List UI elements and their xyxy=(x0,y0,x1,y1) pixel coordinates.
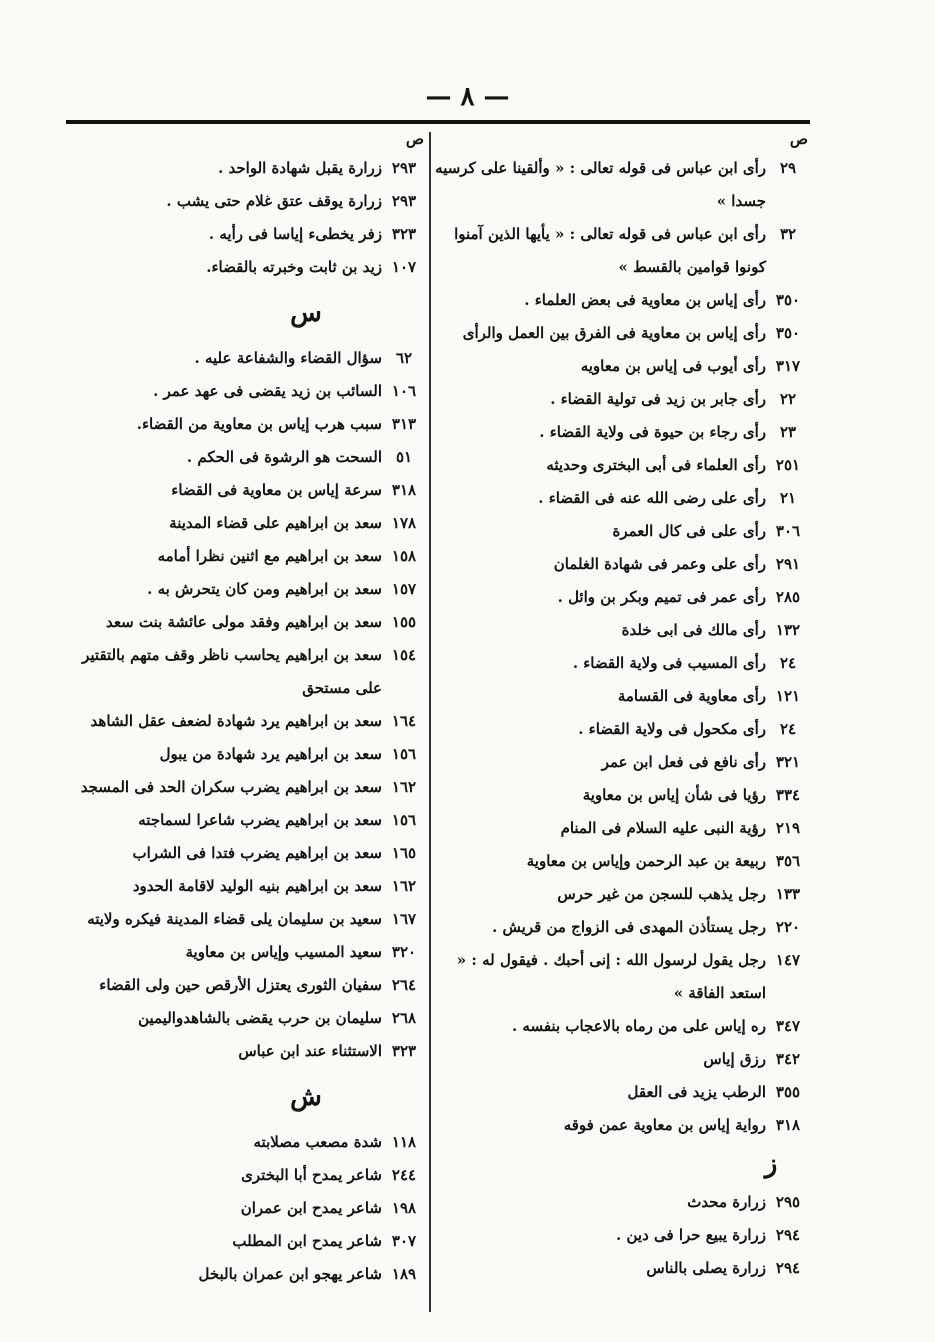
page-ref: ١٩٨ xyxy=(391,1199,417,1217)
entry-text: شدة مصعب مصلابته xyxy=(253,1133,382,1151)
index-entry xyxy=(432,383,810,416)
entry-text: زفر يخطىء إياسا فى رأيه . xyxy=(208,225,382,243)
index-entry xyxy=(66,1126,426,1159)
page-number: — ٨ — xyxy=(425,82,510,112)
page-ref: ١٦٢ xyxy=(391,778,417,796)
entry-text: رأى معاوية فى القسامة xyxy=(617,687,766,705)
left-column xyxy=(66,126,426,1291)
entry-text: سرعة إياس بن معاوية فى القضاء xyxy=(171,481,382,499)
page-ref: ٢٨٥ xyxy=(775,588,801,606)
entry-text: رزق إياس xyxy=(703,1050,766,1068)
page-ref: ١٣٢ xyxy=(775,621,801,639)
index-entry xyxy=(432,878,810,911)
page-ref: ٢٤٤ xyxy=(391,1166,417,1184)
index-entry xyxy=(66,1002,426,1035)
page-ref: ٢٦٨ xyxy=(391,1009,417,1027)
entry-text: شاعر يمدح ابن المطلب xyxy=(232,1232,382,1250)
page-ref: ٢٤ xyxy=(779,720,797,738)
page-ref: ٣٥٦ xyxy=(775,852,801,870)
index-entry xyxy=(66,375,426,408)
index-entry xyxy=(66,771,426,804)
index-entry xyxy=(66,936,426,969)
page-ref: ٢٥١ xyxy=(775,456,801,474)
right-entries-2 xyxy=(432,1186,810,1285)
entry-text: رأى إياس بن معاوية فى الفرق بين العمل والرأى xyxy=(462,324,766,342)
left-entries xyxy=(66,152,426,284)
section-letter: ش xyxy=(290,1082,322,1112)
page-ref: ١٦٧ xyxy=(391,910,417,928)
entry-text: سعد بن ابراهيم يرد شهادة لضعف عقل الشاهد xyxy=(90,712,382,730)
index-entry xyxy=(432,482,810,515)
index-entry xyxy=(66,705,426,738)
page-ref: ١٥٥ xyxy=(391,613,417,631)
page-ref: ١٦٤ xyxy=(391,712,417,730)
entry-text: شاعر يمدح أبا البخترى xyxy=(241,1166,382,1184)
page-ref: ١٤٧ xyxy=(775,951,801,969)
entry-text: رأى نافع فى فعل ابن عمر xyxy=(601,753,766,771)
index-entry xyxy=(432,680,810,713)
index-entry xyxy=(432,614,810,647)
page-ref: ٢١ xyxy=(779,489,797,507)
index-entry xyxy=(432,548,810,581)
index-entry xyxy=(432,284,810,317)
page-ref: ٣٢٣ xyxy=(391,225,417,243)
entry-text: سؤال القضاء والشفاعة عليه . xyxy=(194,349,382,367)
page-ref: ٣٥٠ xyxy=(775,291,801,309)
page-ref: ٣٥٥ xyxy=(775,1083,801,1101)
entry-text: سعد بن ابراهيم وفقد مولى عائشة بنت سعد xyxy=(106,613,382,631)
entry-text: رجل يذهب للسجن من غير حرس xyxy=(557,885,766,903)
entry-text: زرارة يوقف عتق غلام حتى يشب . xyxy=(166,192,382,210)
page-ref: ٢٢٠ xyxy=(775,918,801,936)
index-entry xyxy=(66,540,426,573)
page-ref: ٣٢٠ xyxy=(391,943,417,961)
page-ref: ٣١٣ xyxy=(391,415,417,433)
index-entry xyxy=(432,350,810,383)
entry-text: رؤية النبى عليه السلام فى المنام xyxy=(560,819,766,837)
entry-text: رأى جابر بن زيد فى تولية القضاء . xyxy=(550,390,766,408)
index-entry xyxy=(66,1192,426,1225)
entry-text: شاعر يمدح ابن عمران xyxy=(240,1199,382,1217)
index-entry xyxy=(432,713,810,746)
index-entry xyxy=(432,1109,810,1142)
page-ref: ١٦٢ xyxy=(391,877,417,895)
page-ref: ٢٩١ xyxy=(775,555,801,573)
entry-text: رجل يقول لرسول الله : إنى أحبك . فيقول له : « استعد الفاقة » xyxy=(456,951,766,1002)
entry-text: زرارة يبيع حرا فى دين . xyxy=(616,1226,766,1244)
index-entry xyxy=(432,812,810,845)
page-ref: ٣٤٧ xyxy=(775,1017,801,1035)
page-ref: ٢٩٤ xyxy=(775,1259,801,1277)
index-entry xyxy=(66,573,426,606)
left-entries-2 xyxy=(66,342,426,1068)
entry-text: سعد بن ابراهيم يضرب شاعرا لسماجته xyxy=(138,811,382,829)
page-ref: ٢٣ xyxy=(779,423,797,441)
index-entry xyxy=(66,152,426,185)
index-entry xyxy=(432,1043,810,1076)
page-ref: ١٥٨ xyxy=(391,547,417,565)
entry-text: رجل يستأذن المهدى فى الزواج من قريش . xyxy=(492,918,766,936)
entry-text: رأى على وعمر فى شهادة الغلمان xyxy=(553,555,766,573)
entry-text: سعد بن ابراهيم يحاسب ناظر وقف متهم بالتقتير على مستحق xyxy=(82,646,382,697)
index-entry xyxy=(432,746,810,779)
page-ref: ١٠٧ xyxy=(391,258,417,276)
page-ref: ٣٠٦ xyxy=(775,522,801,540)
index-entry xyxy=(66,474,426,507)
page-ref: ١٥٦ xyxy=(391,811,417,829)
index-entry xyxy=(432,1186,810,1219)
index-entry xyxy=(66,507,426,540)
index-entry xyxy=(66,738,426,771)
entry-text: رأى المسيب فى ولاية القضاء . xyxy=(572,654,766,672)
index-entry xyxy=(432,1252,810,1285)
entry-text: ره إياس على من رماه بالاعجاب بنفسه . xyxy=(511,1017,766,1035)
index-entry xyxy=(432,944,810,1010)
entry-text: رأى عمر فى تميم وبكر بن وائل . xyxy=(557,588,766,606)
index-entry xyxy=(432,1076,810,1109)
page-ref: ٢٩٤ xyxy=(775,1226,801,1244)
entry-text: السائب بن زيد يقضى فى عهد عمر . xyxy=(153,382,382,400)
index-entry xyxy=(66,804,426,837)
page-ref: ٣٢٣ xyxy=(391,1042,417,1060)
entry-text: ربيعة بن عبد الرحمن وإياس بن معاوية xyxy=(526,852,766,870)
index-entry xyxy=(66,342,426,375)
entry-text: رأى مكحول فى ولاية القضاء . xyxy=(578,720,766,738)
entry-text: السحت هو الرشوة فى الحكم . xyxy=(186,448,382,466)
entry-text: زيد بن ثابت وخبرته بالقضاء. xyxy=(206,258,382,276)
section-letter: س xyxy=(290,298,322,328)
index-entry xyxy=(66,218,426,251)
page-ref: ٢٩ xyxy=(779,159,797,177)
page-ref: ١٦٥ xyxy=(391,844,417,862)
page-ref: ٣٠٧ xyxy=(391,1232,417,1250)
index-entry xyxy=(66,639,426,705)
index-entry xyxy=(432,581,810,614)
page-ref: ٣٤٢ xyxy=(775,1050,801,1068)
entry-text: رأى على رضى الله عنه فى القضاء . xyxy=(538,489,766,507)
page-ref: ٢٢ xyxy=(779,390,797,408)
entry-text: رأى رجاء بن حيوة فى ولاية القضاء . xyxy=(539,423,766,441)
entry-text: رواية إياس بن معاوية عمن فوقه xyxy=(563,1116,766,1134)
entry-text: رأى إياس بن معاوية فى بعض العلماء . xyxy=(524,291,766,309)
entry-text: رأى العلماء فى أبى البخترى وحديثه xyxy=(546,456,766,474)
page-ref: ٣٥٠ xyxy=(775,324,801,342)
index-entry xyxy=(432,449,810,482)
entry-text: سعد بن ابراهيم يضرب سكران الحد فى المسجد xyxy=(80,778,382,796)
entry-text: سعد بن ابراهيم يضرب فتدا فى الشراب xyxy=(132,844,382,862)
index-entry xyxy=(66,837,426,870)
page-ref: ١٥٦ xyxy=(391,745,417,763)
entry-text: رأى مالك فى ابى خلدة xyxy=(621,621,766,639)
header-rule xyxy=(66,120,810,124)
left-entries-3 xyxy=(66,1126,426,1291)
index-entry xyxy=(66,870,426,903)
page-ref: ٢٩٣ xyxy=(391,159,417,177)
entry-text: سليمان بن حرب يقضى بالشاهدواليمين xyxy=(138,1009,382,1027)
entry-text: الاستثناء عند ابن عباس xyxy=(238,1042,382,1060)
page-ref: ١٢١ xyxy=(775,687,801,705)
index-entry xyxy=(66,1258,426,1291)
page-column-heading: ص xyxy=(789,130,808,148)
entry-text: شاعر يهجو ابن عمران بالبخل xyxy=(198,1265,382,1283)
page-ref: ١٨٩ xyxy=(391,1265,417,1283)
page-ref: ١٥٤ xyxy=(391,646,417,664)
index-entry xyxy=(432,152,810,218)
index-entry xyxy=(66,408,426,441)
page-ref: ٦٢ xyxy=(395,349,413,367)
entry-text: سعد بن ابراهيم على قضاء المدينة xyxy=(169,514,382,532)
entry-text: رأى ابن عباس فى قوله تعالى : « وألقينا على كرسيه جسدا » xyxy=(435,159,766,210)
index-entry xyxy=(432,779,810,812)
entry-text: الرطب يزيد فى العقل xyxy=(627,1083,766,1101)
page-ref: ٣١٨ xyxy=(391,481,417,499)
page-ref: ١١٨ xyxy=(391,1133,417,1151)
index-entry xyxy=(432,1219,810,1252)
index-entry xyxy=(432,515,810,548)
page-column-heading: ص xyxy=(405,130,424,148)
entry-text: رؤيا فى شأن إياس بن معاوية xyxy=(582,786,766,804)
entry-text: زرارة يصلى بالناس xyxy=(646,1259,766,1277)
entry-text: سعيد المسيب وإياس بن معاوية xyxy=(185,943,382,961)
page-ref: ٢٩٥ xyxy=(775,1193,801,1211)
entry-text: سبب هرب إياس بن معاوية من القضاء. xyxy=(136,415,382,433)
right-entries xyxy=(432,152,810,1142)
page-ref: ٣١٨ xyxy=(775,1116,801,1134)
right-column xyxy=(432,126,810,1285)
entry-text: رأى أيوب فى إياس بن معاويه xyxy=(580,357,766,375)
page-ref: ٣٢١ xyxy=(775,753,801,771)
entry-text: رأى على فى كال العمرة xyxy=(612,522,766,540)
page-ref: ٣١٧ xyxy=(775,357,801,375)
index-entry xyxy=(66,185,426,218)
index-entry xyxy=(432,416,810,449)
index-entry xyxy=(432,218,810,284)
page-ref: ١٣٣ xyxy=(775,885,801,903)
page-ref: ٢٦٤ xyxy=(391,976,417,994)
page-ref: ٢٤ xyxy=(779,654,797,672)
page-ref: ٣٣٤ xyxy=(775,786,801,804)
entry-text: سعيد بن سليمان يلى قضاء المدينة فيكره ولايته xyxy=(87,910,382,928)
page-ref: ١٥٧ xyxy=(391,580,417,598)
index-entry xyxy=(66,903,426,936)
index-entry xyxy=(66,606,426,639)
page-ref: ١٧٨ xyxy=(391,514,417,532)
entry-text: زرارة يقبل شهادة الواحد . xyxy=(218,159,382,177)
section-letter: ز xyxy=(764,1149,778,1179)
index-entry xyxy=(66,1159,426,1192)
column-divider xyxy=(429,132,431,1312)
index-entry xyxy=(432,911,810,944)
page-ref: ٢٩٣ xyxy=(391,192,417,210)
entry-text: سعد بن ابراهيم ومن كان يتحرش به . xyxy=(147,580,382,598)
page-ref: ٣٢ xyxy=(779,225,797,243)
entry-text: سعد بن ابراهيم بنيه الوليد لاقامة الحدود xyxy=(132,877,382,895)
index-entry xyxy=(432,1010,810,1043)
index-entry xyxy=(66,969,426,1002)
entry-text: زرارة محدث xyxy=(687,1193,766,1211)
page-ref: ١٠٦ xyxy=(391,382,417,400)
index-entry xyxy=(66,1035,426,1068)
entry-text: سعد بن ابراهيم يرد شهادة من يبول xyxy=(159,745,382,763)
index-entry xyxy=(66,1225,426,1258)
index-entry xyxy=(66,251,426,284)
entry-text: رأى ابن عباس فى قوله تعالى : « يأيها الذين آمنوا كونوا قوامين بالقسط » xyxy=(454,225,766,276)
entry-text: سفيان الثورى يعتزل الأرقص حين ولى القضاء xyxy=(99,976,382,994)
index-entry xyxy=(432,845,810,878)
index-entry xyxy=(432,317,810,350)
index-entry xyxy=(66,441,426,474)
page-ref: ٢١٩ xyxy=(775,819,801,837)
index-entry xyxy=(432,647,810,680)
page-ref: ٥١ xyxy=(395,448,413,466)
entry-text: سعد بن ابراهيم مع اثنين نظرا أمامه xyxy=(157,547,382,565)
